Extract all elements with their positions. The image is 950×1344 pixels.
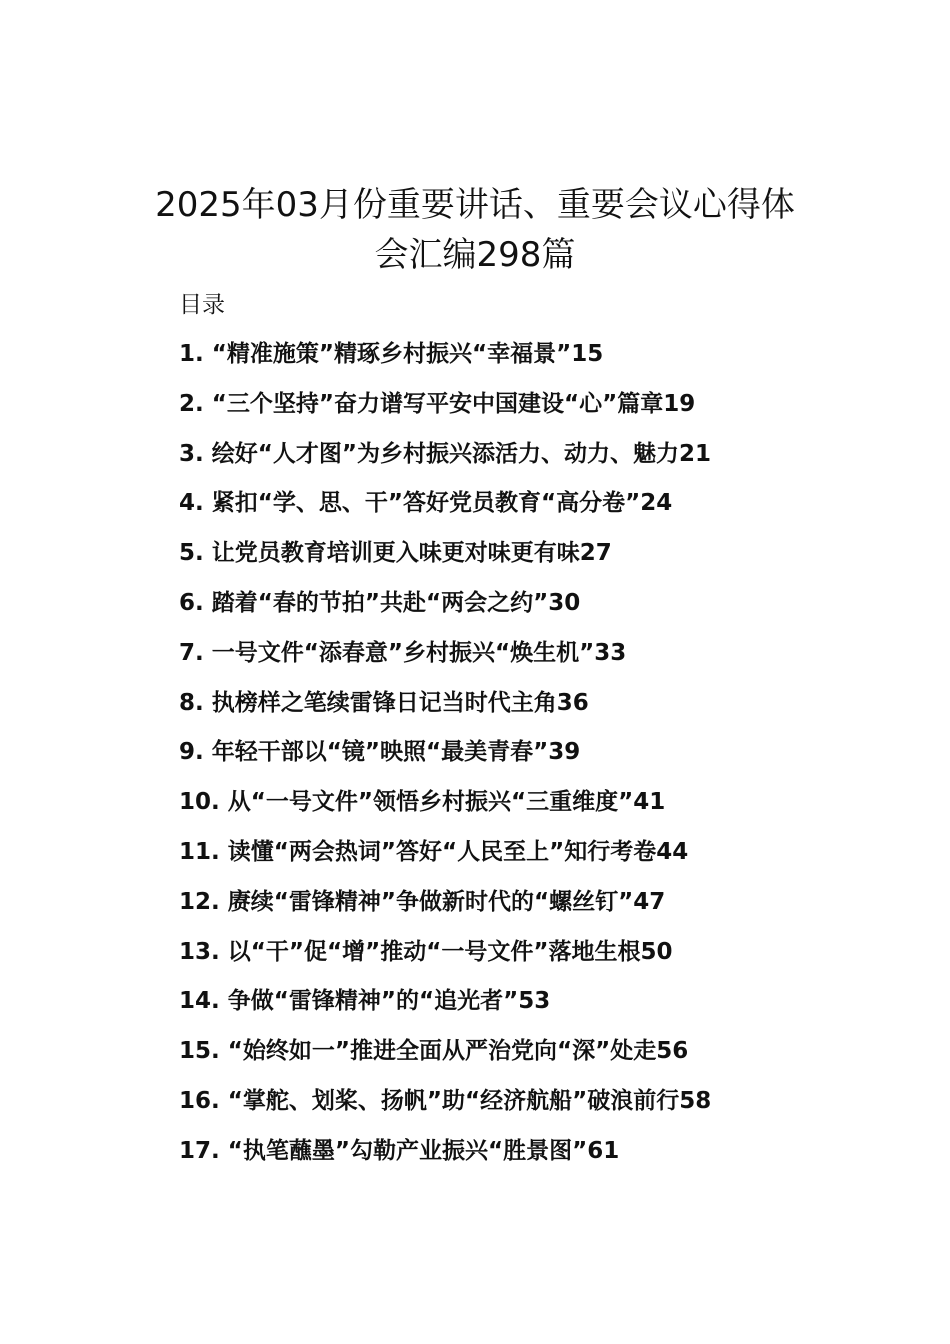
toc-item xyxy=(179,436,711,486)
toc-item-number: 16. xyxy=(179,1087,220,1114)
toc-item-number: 5. xyxy=(179,540,204,567)
toc-item-number: 11. xyxy=(179,838,220,865)
toc-item-text: 赓续“雷锋精神”争做新时代的“螺丝钉”47 xyxy=(227,888,666,915)
toc-item xyxy=(179,386,711,436)
toc-item-text: 年轻干部以“镜”映照“最美青春”39 xyxy=(211,739,581,766)
toc-item-number: 9. xyxy=(179,739,204,766)
toc-item-text: 一号文件“添春意”乡村振兴“焕生机”33 xyxy=(211,639,627,666)
toc-item-text: 执榜样之笔续雷锋日记当时代主角36 xyxy=(211,689,589,716)
toc-item-number: 13. xyxy=(179,938,220,965)
table-of-contents xyxy=(179,336,711,1183)
toc-item xyxy=(179,734,711,784)
toc-item-number: 15. xyxy=(179,1038,220,1065)
toc-item-number: 17. xyxy=(179,1137,220,1164)
toc-item-number: 4. xyxy=(179,490,204,517)
toc-item xyxy=(179,535,711,585)
toc-item-text: 紧扣“学、思、干”答好党员教育“高分卷”24 xyxy=(211,490,673,517)
toc-item xyxy=(179,784,711,834)
toc-item-number: 12. xyxy=(179,888,220,915)
toc-item xyxy=(179,834,711,884)
toc-item-text: “掌舵、划桨、扬帆”助“经济航船”破浪前行58 xyxy=(227,1087,712,1114)
toc-heading: 目录 xyxy=(179,292,225,318)
toc-item-number: 8. xyxy=(179,689,204,716)
title-line-1: 2025年03月份重要讲话、重要会议心得体 xyxy=(155,185,795,225)
toc-item-text: 踏着“春的节拍”共赴“两会之约”30 xyxy=(211,589,581,616)
toc-item xyxy=(179,635,711,685)
toc-item-text: 争做“雷锋精神”的“追光者”53 xyxy=(227,988,551,1015)
toc-item-text: “执笔蘸墨”勾勒产业振兴“胜景图”61 xyxy=(227,1137,620,1164)
toc-item-text: 绘好“人才图”为乡村振兴添活力、动力、魅力21 xyxy=(211,440,712,467)
toc-item-text: 以“干”促“增”推动“一号文件”落地生根50 xyxy=(227,938,673,965)
document-title xyxy=(110,180,840,280)
toc-item xyxy=(179,1083,711,1133)
toc-item xyxy=(179,585,711,635)
toc-item-number: 6. xyxy=(179,589,204,616)
toc-item-text: 让党员教育培训更入味更对味更有味27 xyxy=(211,540,612,567)
toc-item-text: 读懂“两会热词”答好“人民至上”知行考卷44 xyxy=(227,838,689,865)
toc-item xyxy=(179,685,711,735)
toc-item-number: 3. xyxy=(179,440,204,467)
toc-item-text: 从“一号文件”领悟乡村振兴“三重维度”41 xyxy=(227,789,666,816)
toc-item xyxy=(179,485,711,535)
toc-item-text: “始终如一”推进全面从严治党向“深”处走56 xyxy=(227,1038,689,1065)
title-line-2: 会汇编298篇 xyxy=(374,235,576,275)
toc-item xyxy=(179,1033,711,1083)
toc-item xyxy=(179,1133,711,1183)
toc-item xyxy=(179,336,711,386)
toc-item-text: “三个坚持”奋力谱写平安中国建设“心”篇章19 xyxy=(211,390,696,417)
toc-item-number: 14. xyxy=(179,988,220,1015)
toc-item-text: “精准施策”精琢乡村振兴“幸福景”15 xyxy=(211,341,604,367)
toc-item xyxy=(179,884,711,934)
toc-item xyxy=(179,934,711,984)
toc-item-number: 10. xyxy=(179,789,220,816)
toc-item-number: 7. xyxy=(179,639,204,666)
toc-item-number: 1. xyxy=(179,341,204,367)
toc-item xyxy=(179,983,711,1033)
toc-item-number: 2. xyxy=(179,390,204,417)
